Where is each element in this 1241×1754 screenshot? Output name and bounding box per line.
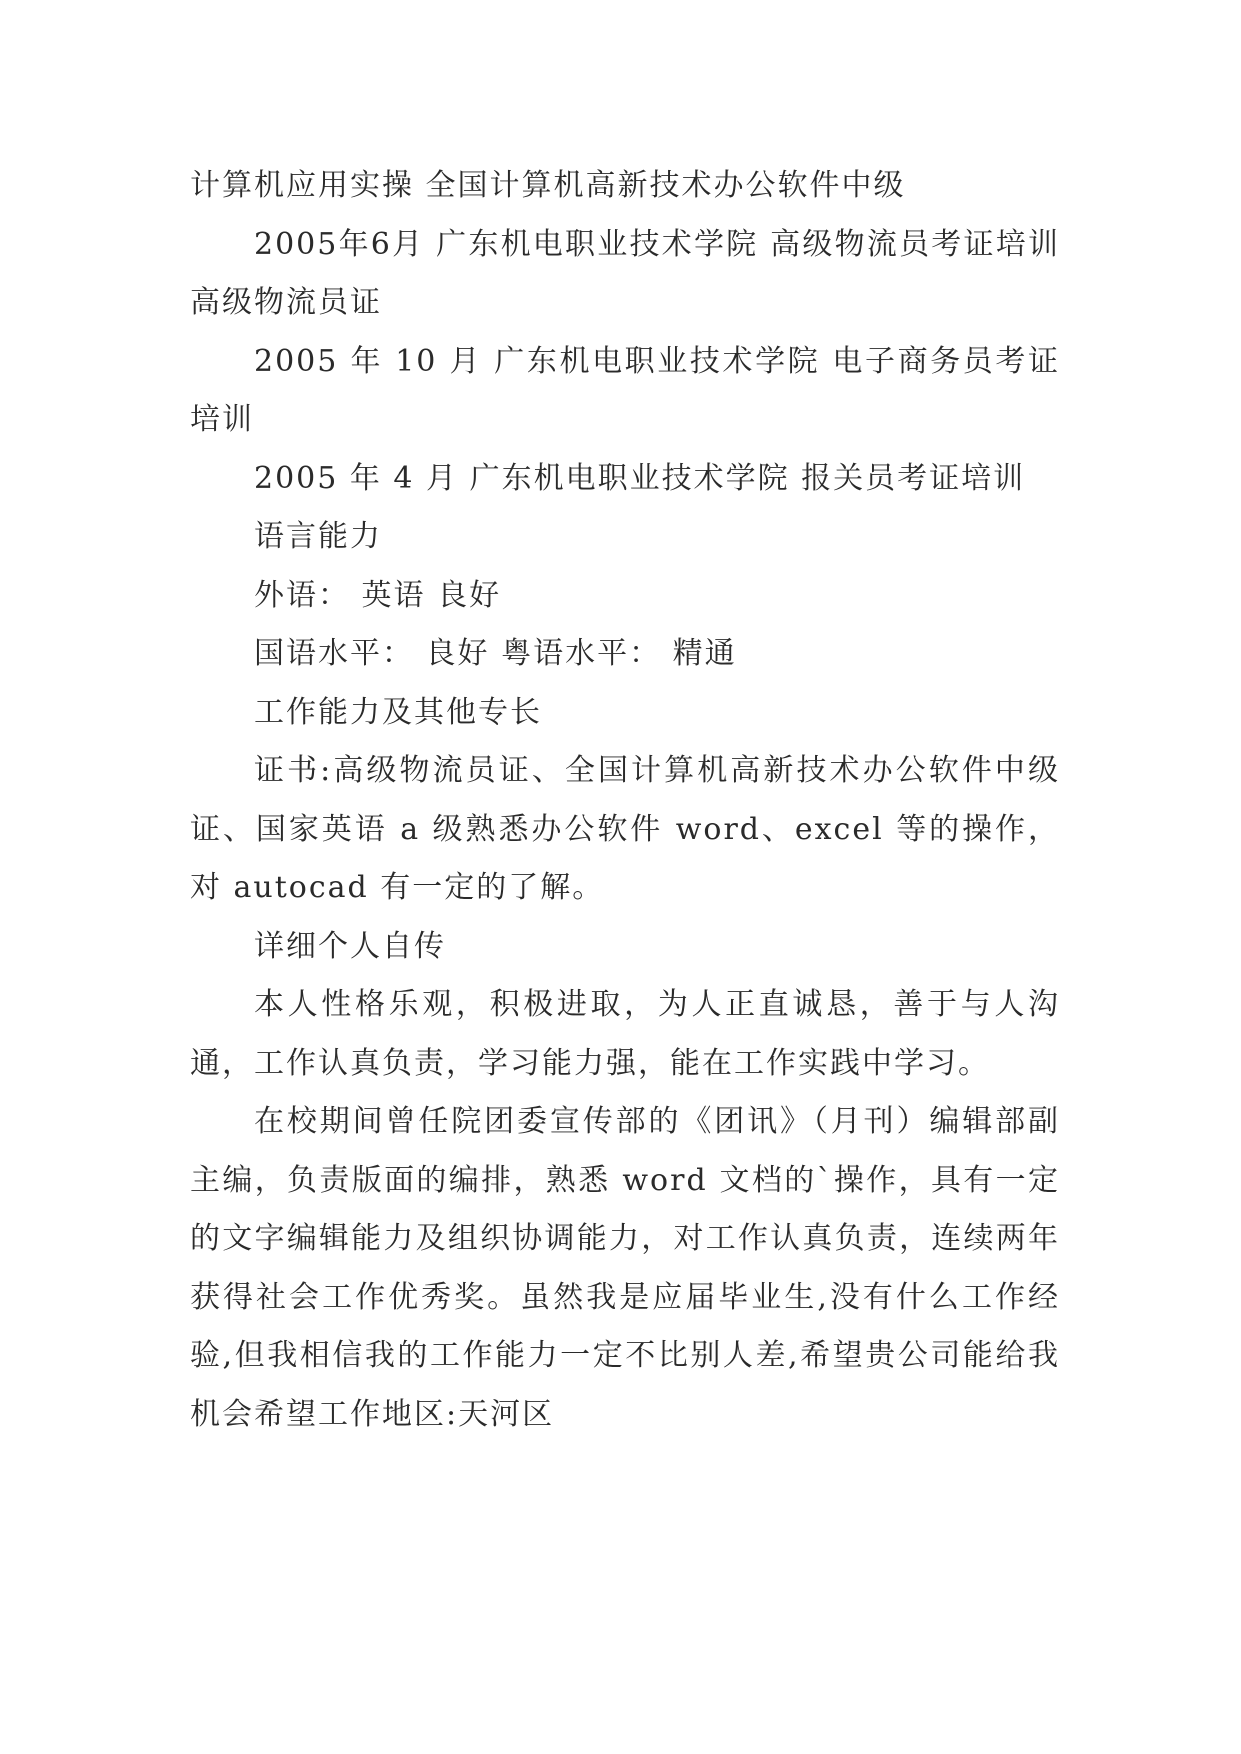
paragraph-computer-skills: 计算机应用实操 全国计算机高新技术办公软件中级	[190, 168, 906, 203]
paragraph-training-logistics: 2005年6月 广东机电职业技术学院 高级物流员考证培训 高级物流员证	[190, 226, 1060, 320]
heading-autobiography: 详细个人自传	[254, 928, 446, 964]
heading-language-skills: 语言能力	[254, 519, 382, 554]
paragraph-mandarin-cantonese: 国语水平： 良好 粤语水平： 精通	[254, 636, 737, 671]
paragraph-certificates: 证书:高级物流员证、全国计算机高新技术办公软件中级证、国家英语 a 级熟悉办公软件 word、excel 等的操作，对 autocad 有一定的了解。	[190, 753, 1060, 905]
paragraph-training-ecommerce: 2005 年 10 月 广东机电职业技术学院 电子商务员考证培训	[190, 343, 1060, 437]
paragraph-school-experience: 在校期间曾任院团委宣传部的《团讯》（月刊）编辑部副主编，负责版面的编排，熟悉 word 文档的`操作，具有一定的文字编辑能力及组织协调能力，对工作认真负责，连续两年获得社会工作优秀奖。虽然我是应届毕业生,没有什么工作经验,但我相信我的工作能力一定不比别人差,希望贵公司能给我机会希望工作地区:天河区	[190, 1104, 1060, 1432]
paragraph-personality: 本人性格乐观，积极进取，为人正直诚恳，善于与人沟通，工作认真负责，学习能力强，能在工作实践中学习。	[190, 987, 1060, 1081]
document-body	[190, 157, 1060, 1444]
paragraph-foreign-language: 外语： 英语 良好	[254, 577, 502, 613]
paragraph-training-customs: 2005 年 4 月 广东机电职业技术学院 报关员考证培训	[254, 460, 1026, 496]
heading-work-abilities: 工作能力及其他专长	[254, 694, 542, 730]
